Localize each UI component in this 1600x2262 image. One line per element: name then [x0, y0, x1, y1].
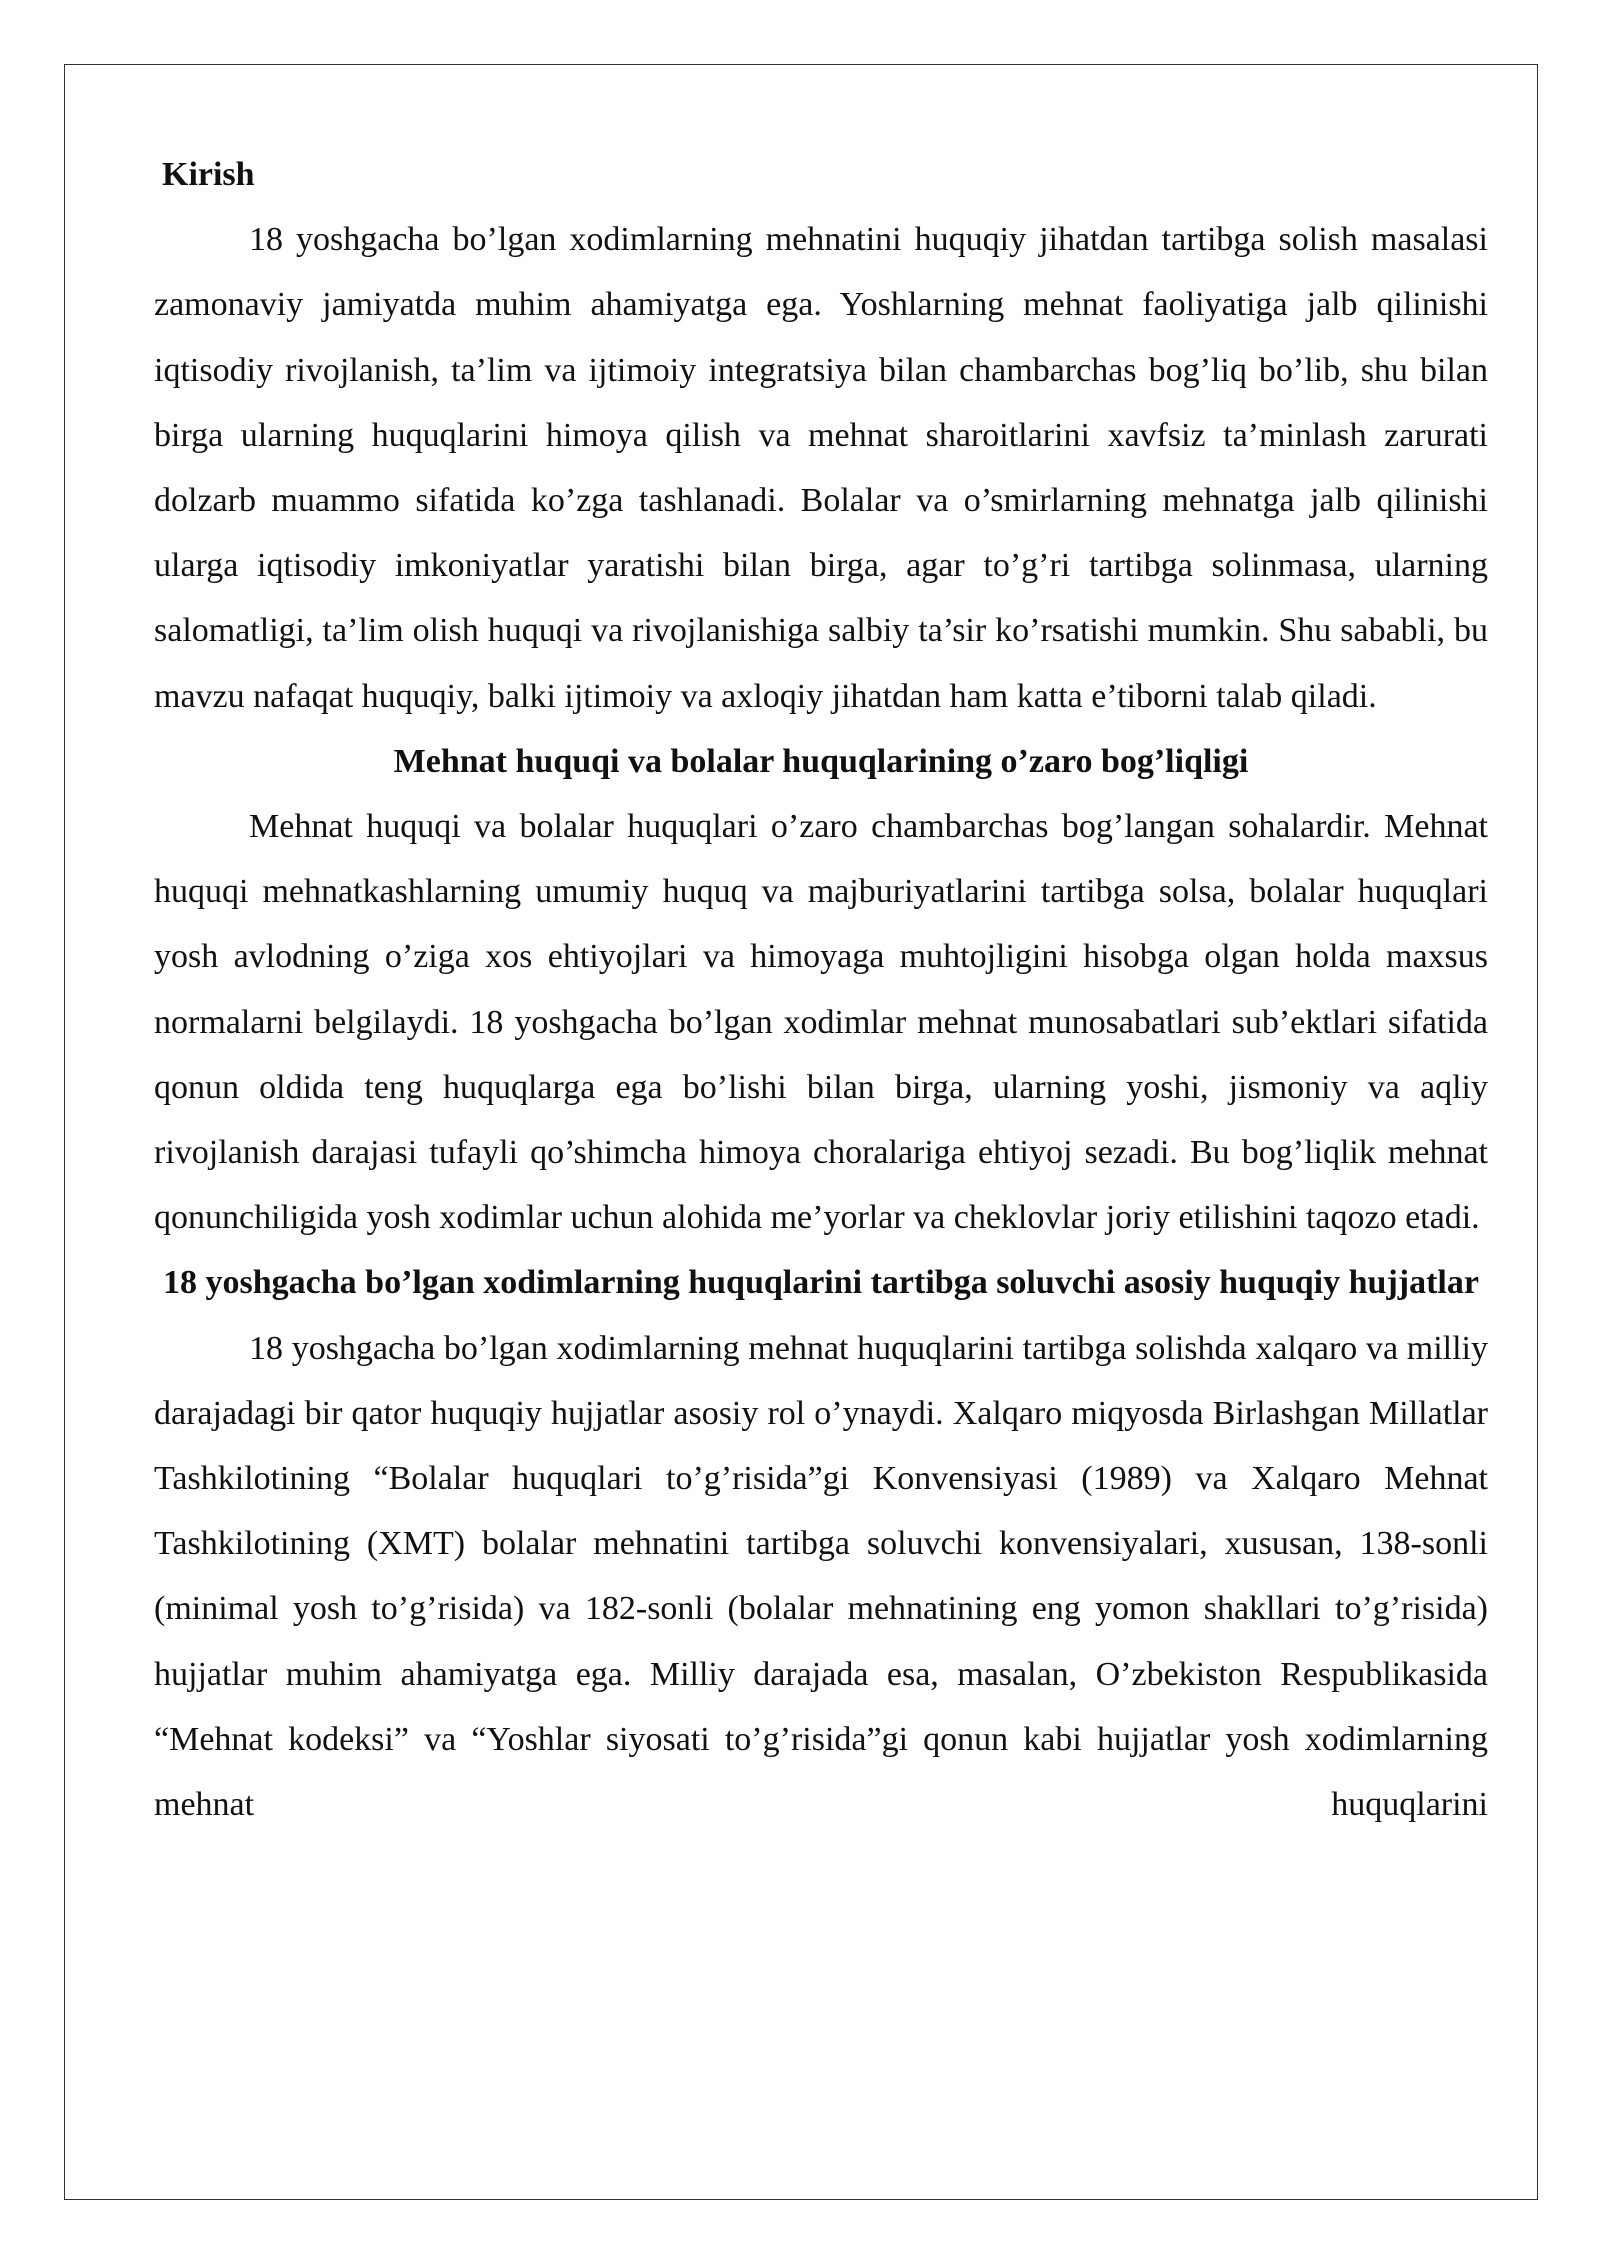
section-heading-legal-documents: 18 yoshgacha bo’lgan xodimlarning huquqlarini tartibga soluvchi asosiy huquqiy hujjatlar — [163, 1264, 1479, 1302]
paragraph-legal-documents: 18 yoshgacha bo’lgan xodimlarning mehnat huquqlarini tartibga solishda xalqaro va milliy darajadagi bir qator huquqiy hujjatlar asosiy rol o’ynaydi. Xalqaro miqyosda Birlashgan Millatlar Tashkilotining “Bolalar huquqlari to’g’risida”gi Konvensiyasi (1989) va Xalqaro Mehnat Tashkilotining (XMT) bolalar mehnatini tartibga soluvchi konvensiyalari, xususan, 138-sonli (minimal yosh to’g’risida) va 182-sonli (bolalar mehnatining eng yomon shakllari to’g’risida) hujjatlar muhim ahamiyatga ega. Milliy darajada esa, masalan, O’zbekiston Respublikasida “Mehnat kodeksi” va “Yoshlar siyosati to’g’risida”gi qonun kabi hujjatlar yosh xodimlarning mehnat huquqlarini — [154, 1329, 1488, 1824]
paragraph-labor-and-child-rights: Mehnat huquqi va bolalar huquqlari o’zaro chambarchas bog’langan sohalardir. Mehnat huquqi mehnatkashlarning umumiy huquq va majburiyatlarini tartibga solsa, bolalar huquqlari yosh avlodning o’ziga xos ehtiyojlari va himoyaga muhtojligini hisobga olgan holda maxsus normalarni belgilaydi. 18 yoshgacha bo’lgan xodimlar mehnat munosabatlari sub’ektlari sifatida qonun oldida teng huquqlarga ega bo’lishi bilan birga, ularning yoshi, jismoniy va aqliy rivojlanish darajasi tufayli qo’shimcha himoya choralariga ehtiyoj sezadi. Bu bog’liqlik mehnat qonunchiligida yosh xodimlar uchun alohida me’yorlar va cheklovlar joriy etilishini taqozo etadi. — [154, 808, 1488, 1237]
paragraph-introduction: 18 yoshgacha bo’lgan xodimlarning mehnatini huquqiy jihatdan tartibga solish masalasi zamonaviy jamiyatda muhim ahamiyatga ega. Yoshlarning mehnat faoliyatiga jalb qilinishi iqtisodiy rivojlanish, ta’lim va ijtimoiy integratsiya bilan chambarchas bog’liq bo’lib, shu bilan birga ularning huquqlarini himoya qilish va mehnat sharoitlarini xavfsiz ta’minlash zarurati dolzarb muammo sifatida ko’zga tashlanadi. Bolalar va o’smirlarning mehnatga jalb qilinishi ularga iqtisodiy imkoniyatlar yaratishi bilan birga, agar to’g’ri tartibga solinmasa, ularning salomatligi, ta’lim olish huquqi va rivojlanishiga salbiy ta’sir ko’rsatishi mumkin. Shu sababli, bu mavzu nafaqat huquqiy, balki ijtimoiy va axloqiy jihatdan ham katta e’tiborni talab qiladi. — [154, 221, 1488, 715]
section-heading-introduction: Kirish — [162, 156, 255, 193]
section-heading-labor-and-child-rights: Mehnat huquqi va bolalar huquqlarining o’zaro bog’liqligi — [393, 742, 1249, 780]
document-body — [154, 142, 1488, 1837]
